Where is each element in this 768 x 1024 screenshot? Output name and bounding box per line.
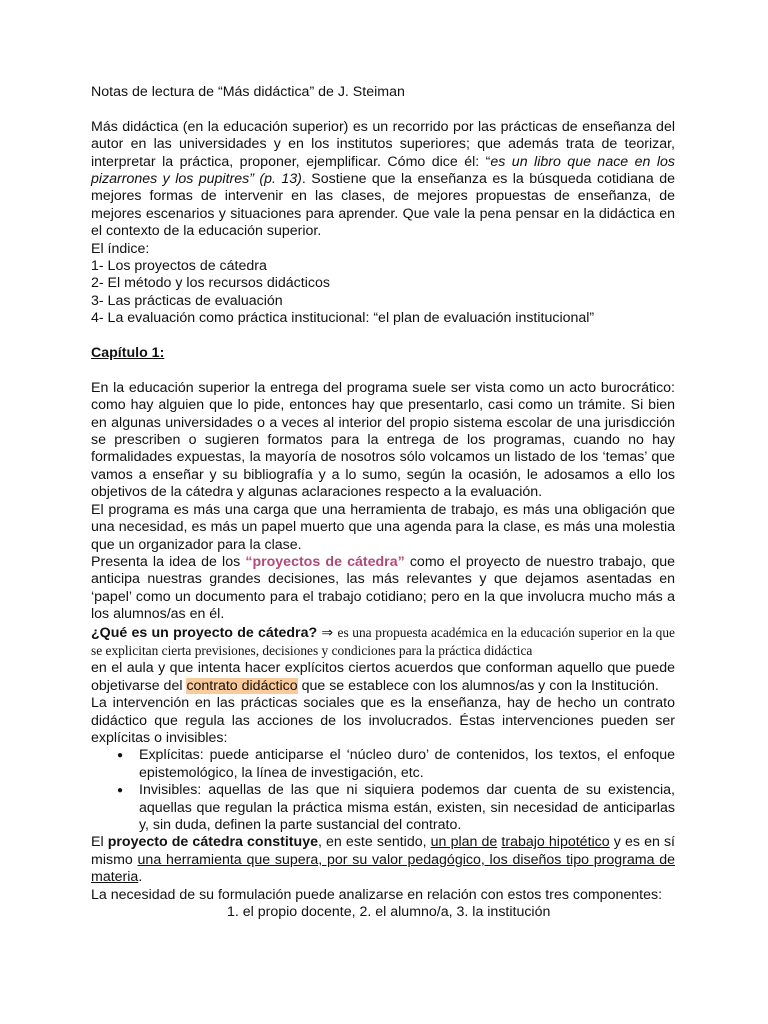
document-title: Notas de lectura de “Más didáctica” de J. Steiman xyxy=(91,84,405,100)
chapter-paragraph-2: El programa es más una carga que una herramienta de trabajo, es más una obligación que una necesidad, es más un papel muerto que una agenda para la clase, es más una molestia que un organizador para la clase. xyxy=(91,501,675,553)
list-item: ● Explícitas: puede anticiparse el ‘núcleo duro’ de contenidos, los textos, el enfoque epistemológico, la línea de investigación, etc. xyxy=(117,747,675,781)
intro-quote: es un libro que nace en los pizarrones y los pupitres” (p. 13) xyxy=(91,153,676,188)
chapter-heading: Capítulo 1: xyxy=(91,345,165,362)
chapter-paragraph-7: La necesidad de su formulación puede analizarse en relación con estos tres componentes: xyxy=(91,886,663,903)
index-item: 3- Las prácticas de evaluación xyxy=(91,292,283,309)
index-heading: El índice: xyxy=(91,240,150,257)
index-item: 2- El método y los recursos didácticos xyxy=(91,275,330,292)
intro-paragraph: Más didáctica (en la educación superior) es un recorrido por las prácticas de enseñanza del autor en las universidades y en los institutos superiores; que además trata de teorizar, interpretar la práctica, proponer, ejemplificar. Cómo dice él: “es un libro que nace en los pizarrones y los pupitres” (p. 13). Sostiene que la enseñanza es la búsqueda cotidiana de mejores formas de intervenir en las clases, de mejores propuestas de enseñanza, de mejores escenarios y situaciones para aprender. Que vale la pena pensar en la didáctica en el contexto de la educación superior. xyxy=(91,118,676,240)
chapter-paragraph-5: La intervención en las prácticas sociales que es la enseñanza, hay de hecho un contrato didáctico que regula las acciones de los involucrados. Éstas intervenciones pueden ser explícitas o invisibles: xyxy=(91,695,675,746)
bullet-list xyxy=(91,747,675,834)
chapter-paragraph-3: Presenta la idea de los “proyectos de cátedra” como el proyecto de nuestro trabajo, que anticipa nuestras grandes decisiones, las más relevantes y que dejamos asentadas en ‘papel’ como un documento para el trabajo cotidiano; pero en la que involucra mucho más a los alumnos/as en él. xyxy=(91,553,676,623)
index-item: 4- La evaluación como práctica institucional: “el plan de evaluación institucional” xyxy=(91,310,595,327)
bullet-icon: ● xyxy=(117,785,124,797)
definition-text: es una propuesta académica en la educación superior en la que se explicitan cierta previsiones, decisiones y condiciones para la práctica didáctica xyxy=(91,624,675,658)
document-page xyxy=(91,84,675,921)
chapter-paragraph-4: en el aula y que intenta hacer explícitos ciertos acuerdos que conforman aquello que puede objetivarse del contrato didáctico que se establece con los alumnos/as y con la Institución. xyxy=(91,660,675,694)
index-item: 1- Los proyectos de cátedra xyxy=(91,258,267,275)
components-line: 1. el propio docente, 2. el alumno/a, 3. la institución xyxy=(227,904,551,921)
list-item: ● Invisibles: aquellas de las que ni siquiera podemos dar cuenta de su existencia, aquellas que regulan la práctica misma están, existen, sin necesidad de anticiparlas y, sin duda, definen la parte sustancial del contrato. xyxy=(117,782,675,834)
contrato-highlight: contrato didáctico xyxy=(186,677,298,694)
question-paragraph xyxy=(91,624,675,661)
question-text: ¿Qué es un proyecto de cátedra? xyxy=(91,624,318,641)
chapter-paragraph-1: En la educación superior la entrega del programa suele ser vista como un acto burocrático: como hay alguien que lo pide, entonces hay que presentarlo, casi como un trámite. Si bien en algunas universidades o a veces al interior del propio sistema escolar de una jurisdicción se prescriben o sugieren formatos para la entrega de los programas, cuando no hay formalidades expuestas, la mayoría de nosotros sólo volcamos un listado de los ‘temas’ que vamos a enseñar y su bibliografía y a lo sumo, según la ocasión, le adosamos a ello los objetivos de la cátedra y algunas aclaraciones respecto a la evaluación. xyxy=(91,379,675,501)
bullet-icon: ● xyxy=(117,750,124,762)
arrow-symbol: ⇒ xyxy=(317,624,338,641)
chapter-paragraph-6: El proyecto de cátedra constituye, en este sentido, un plan de trabajo hipotético y es en sí mismo una herramienta que supera, por su valor pedagógico, los diseños tipo programa de materia. xyxy=(91,834,676,886)
proyectos-highlight: “proyectos de cátedra” xyxy=(245,553,405,570)
